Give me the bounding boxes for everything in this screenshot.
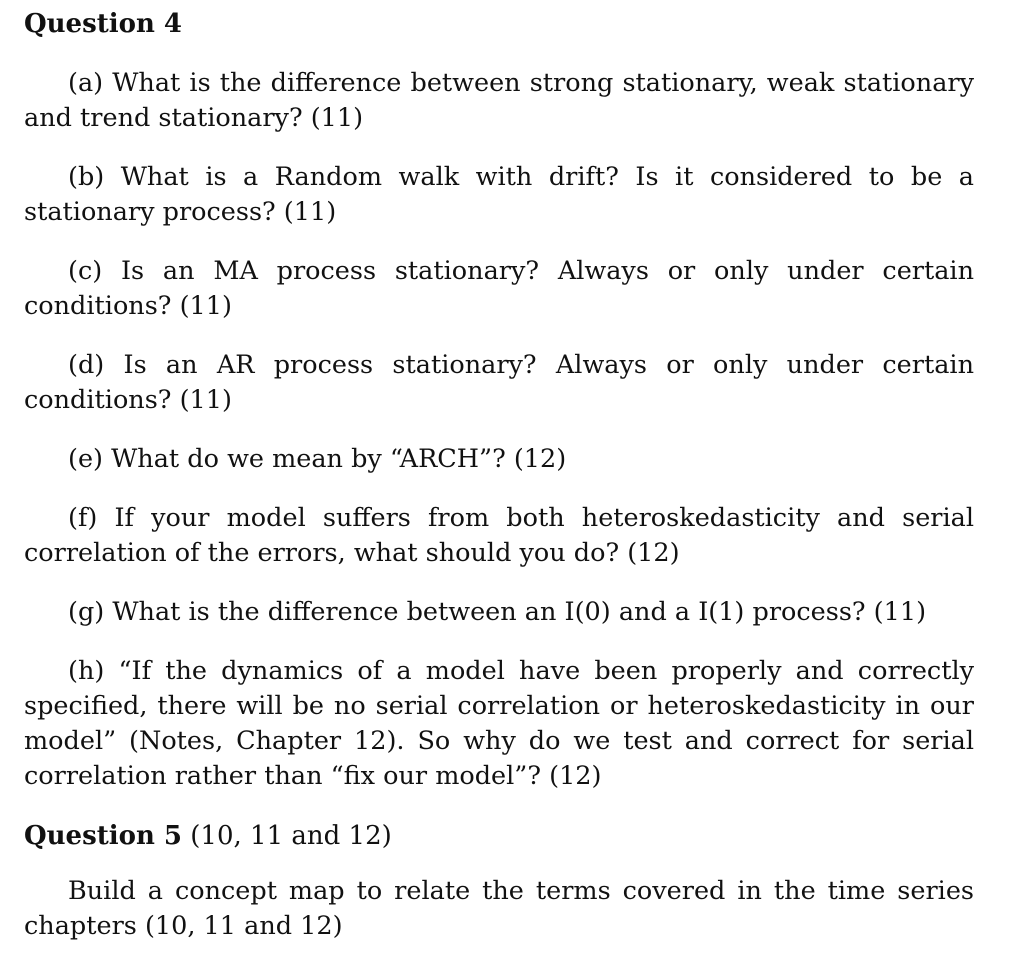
question-4-item-g: (g) What is the difference between an I(0) and a I(1) process? (11) — [68, 597, 927, 627]
question-4-item-a: (a) What is the difference between strong stationary, weak stationary and trend stationary? (11) — [24, 68, 974, 133]
question-4-item-f: (f) If your model suffers from both heteroskedasticity and serial correlation of the errors, what should you do? (12) — [24, 503, 974, 568]
question-4-item-b: (b) What is a Random walk with drift? Is it considered to be a stationary process? (11) — [24, 162, 974, 227]
question-5-body: Build a concept map to relate the terms covered in the time series chapters (10, 11 and 12) — [24, 876, 974, 941]
question-5-chapters: (10, 11 and 12) — [182, 821, 392, 851]
question-4-title: Question 4 — [24, 9, 183, 39]
question-5-title: Question 5 — [24, 821, 183, 851]
question-5-heading — [24, 818, 974, 854]
question-4-item-e: (e) What do we mean by “ARCH”? (12) — [68, 444, 567, 474]
question-4-item-h: (h) “If the dynamics of a model have been properly and correctly specified, there will be no serial correlation or heteroskedasticity in our model” (Notes, Chapter 12). So why do we test and correct for serial correlation rather than “fix our model”? (12) — [24, 656, 974, 791]
question-4-item-c: (c) Is an MA process stationary? Always or only under certain conditions? (11) — [24, 256, 974, 321]
question-4-item-d: (d) Is an AR process stationary? Always or only under certain conditions? (11) — [24, 350, 974, 415]
question-4-heading — [24, 6, 974, 42]
